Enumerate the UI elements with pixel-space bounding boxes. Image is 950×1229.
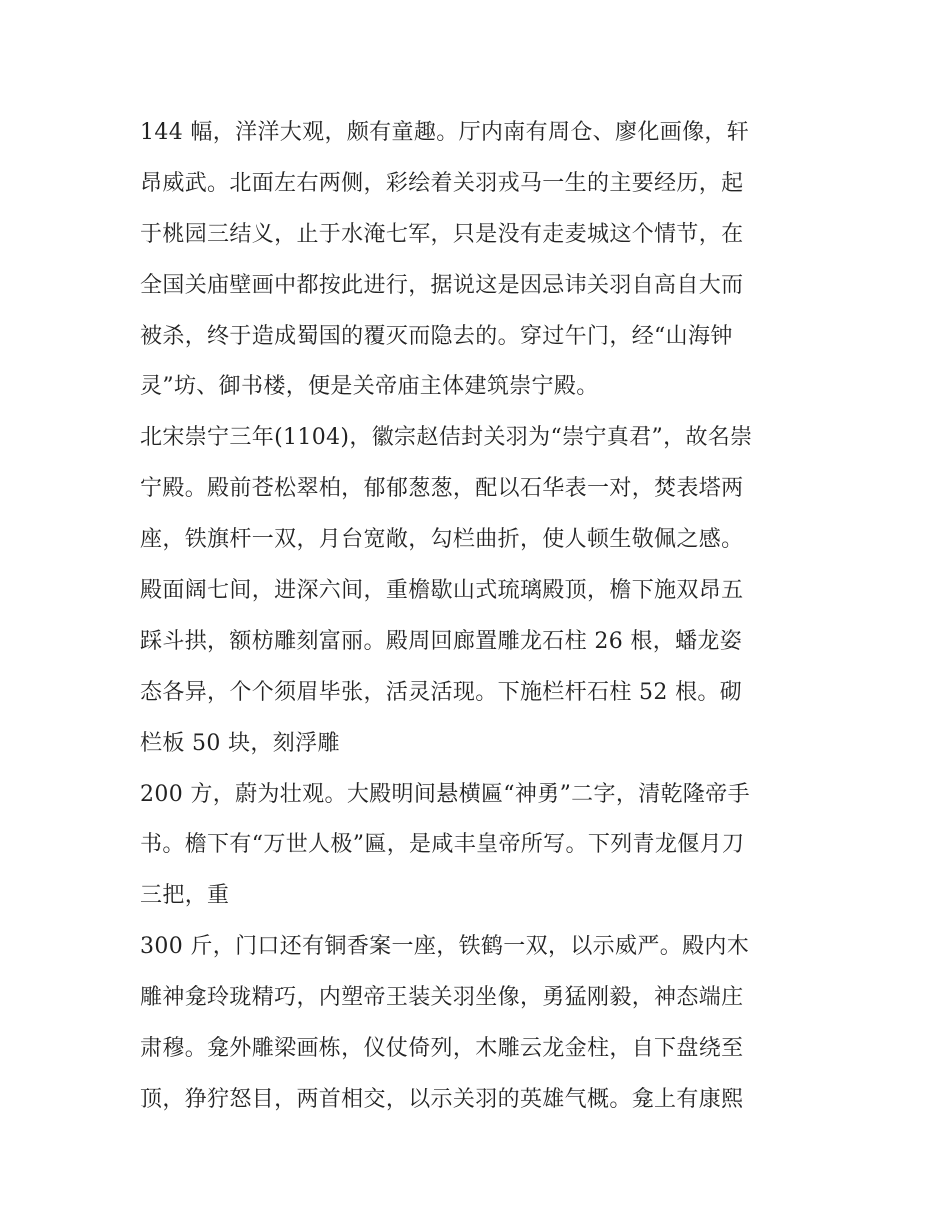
text-line: 栏板 50 块，刻浮雕	[140, 730, 340, 756]
text-line: 灵”坊、御书楼，便是关帝庙主体建筑崇宁殿。	[140, 374, 599, 400]
document-body-text	[140, 108, 820, 1126]
text-line: 北宋崇宁三年(1104)，徽宗赵佶封关羽为“崇宁真君”，故名崇	[140, 425, 753, 451]
text-line: 300 斤，门口还有铜香案一座，铁鹤一双，以示威严。殿内木	[140, 934, 750, 960]
text-line: 肃穆。龛外雕梁画栋，仪仗倚列，木雕云龙金柱，自下盘绕至	[140, 1036, 744, 1062]
text-line: 座，铁旗杆一双，月台宽敞，勾栏曲折，使人顿生敬佩之感。	[140, 527, 744, 553]
text-line: 态各异，个个须眉毕张，活灵活现。下施栏杆石柱 52 根。砌	[140, 679, 743, 705]
text-line: 踩斗拱，额枋雕刻富丽。殿周回廊置雕龙石柱 26 根，蟠龙姿	[140, 628, 743, 654]
text-line: 昂威武。北面左右两侧，彩绘着关羽戎马一生的主要经历，起	[140, 170, 744, 196]
text-line: 三把，重	[140, 883, 230, 909]
text-line: 顶，狰狞怒目，两首相交，以示关羽的英雄气概。龛上有康熙	[140, 1086, 744, 1112]
text-line: 于桃园三结义，止于水淹七军，只是没有走麦城这个情节，在	[140, 221, 744, 247]
text-line: 书。檐下有“万世人极”匾，是咸丰皇帝所写。下列青龙偃月刀	[140, 832, 745, 858]
text-line: 200 方，蔚为壮观。大殿明间悬横匾“神勇”二字，清乾隆帝手	[140, 781, 750, 807]
text-line: 雕神龛玲珑精巧，内塑帝王装关羽坐像，勇猛刚毅，神态端庄	[140, 985, 744, 1011]
text-line: 全国关庙壁画中都按此进行，据说这是因忌讳关羽自高自大而	[140, 272, 744, 298]
text-line: 殿面阔七间，进深六间，重檐歇山式琉璃殿顶，檐下施双昂五	[140, 578, 744, 604]
text-line: 宁殿。殿前苍松翠柏，郁郁葱葱，配以石华表一对，焚表塔两	[140, 476, 744, 502]
text-line: 144 幅，洋洋大观，颇有童趣。厅内南有周仓、廖化画像，轩	[140, 120, 750, 145]
text-line: 被杀，终于造成蜀国的覆灭而隐去的。穿过午门，经“山海钟	[140, 323, 733, 349]
